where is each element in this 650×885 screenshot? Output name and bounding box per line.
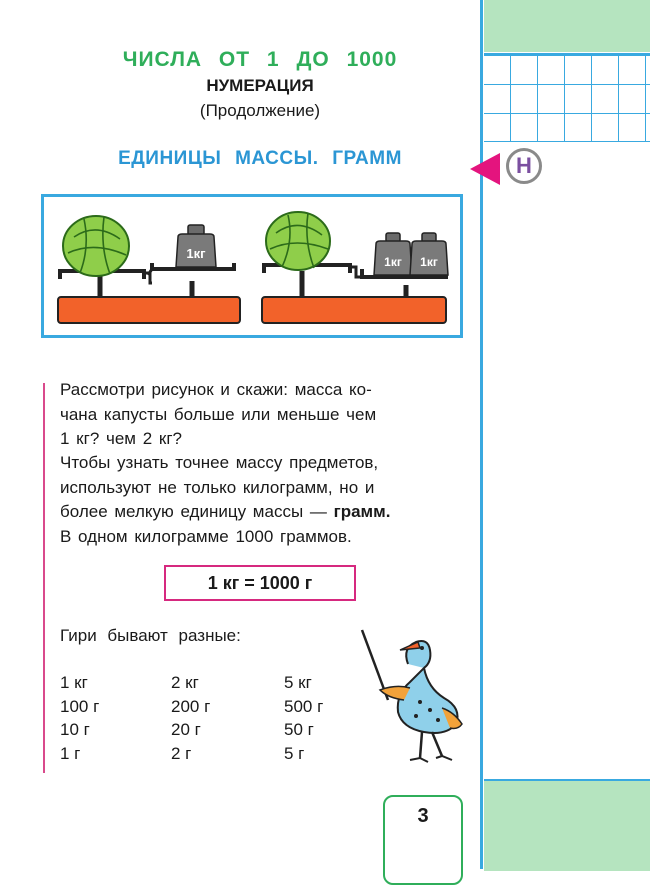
text-line: Рассмотри рисунок и скажи: масса ко- — [60, 380, 372, 399]
continuation-label: (Продолжение) — [199, 101, 321, 120]
margin-grid — [484, 55, 650, 142]
margin-green-bottom — [484, 779, 650, 871]
weights-title: Гири бывают разные: — [60, 626, 241, 645]
weight-label: 1кг — [186, 246, 206, 261]
section-title: ЕДИНИЦЫ МАССЫ. ГРАММ — [118, 148, 402, 169]
pointer-arrow-icon — [470, 153, 500, 185]
table-cell: 1 г — [60, 743, 81, 763]
page-number-tab — [383, 795, 463, 885]
text-line: чана капусты больше или меньше чем — [60, 404, 377, 424]
cabbage-icon — [63, 216, 129, 276]
text-line: В одном килограмме 1000 граммов. — [60, 526, 352, 546]
table-cell: 10 г — [60, 720, 90, 739]
weight-1kg-icon — [176, 225, 216, 267]
heron-pointer-icon — [358, 628, 466, 768]
page-number: 3 — [417, 805, 429, 827]
grid-bottom-line — [484, 141, 650, 142]
table-row — [60, 720, 344, 744]
text-line — [60, 500, 464, 525]
text-side-rule — [43, 383, 45, 773]
table-row — [60, 697, 344, 721]
text-line-prefix: более мелкую единицу массы — — [60, 502, 334, 521]
explanation-paragraph — [60, 451, 464, 549]
table-cell: 100 г — [60, 696, 100, 716]
table-cell: 2 кг — [171, 673, 199, 692]
text-line: 1 кг? чем 2 кг? — [60, 429, 182, 448]
scales-illustration — [41, 194, 463, 338]
weight-1kg-icon — [374, 233, 412, 275]
table-cell: 5 г — [284, 743, 305, 763]
weight-label: 1кг — [420, 255, 438, 269]
page-subtitle: НУМЕРАЦИЯ — [206, 76, 314, 95]
cabbage-icon — [266, 212, 330, 270]
weight-1kg-icon — [410, 233, 448, 275]
table-cell: 50 г — [284, 720, 314, 739]
scale-right — [262, 212, 448, 323]
margin-line — [480, 0, 483, 869]
question-paragraph — [60, 378, 464, 452]
text-line: Чтобы узнать точнее массу предметов, — [60, 453, 379, 472]
table-row — [60, 744, 344, 768]
gram-term: грамм. — [333, 502, 391, 521]
badge-letter: Н — [516, 153, 532, 178]
table-cell: 2 г — [171, 743, 192, 763]
weights-table — [60, 673, 344, 767]
table-row — [60, 673, 344, 697]
table-cell: 200 г — [171, 696, 211, 716]
table-cell: 1 кг — [60, 673, 88, 692]
text-line: используют не только килограмм, но и — [60, 477, 375, 497]
table-cell: 5 кг — [284, 673, 312, 692]
new-topic-badge — [506, 148, 542, 184]
table-cell: 20 г — [171, 720, 201, 739]
weight-label: 1кг — [384, 255, 402, 269]
margin-green-top — [484, 0, 650, 52]
page-title: ЧИСЛА ОТ 1 ДО 1000 — [122, 48, 398, 71]
formula-box: 1 кг = 1000 г — [164, 565, 356, 601]
table-cell: 500 г — [284, 696, 324, 716]
scale-left — [58, 216, 240, 323]
